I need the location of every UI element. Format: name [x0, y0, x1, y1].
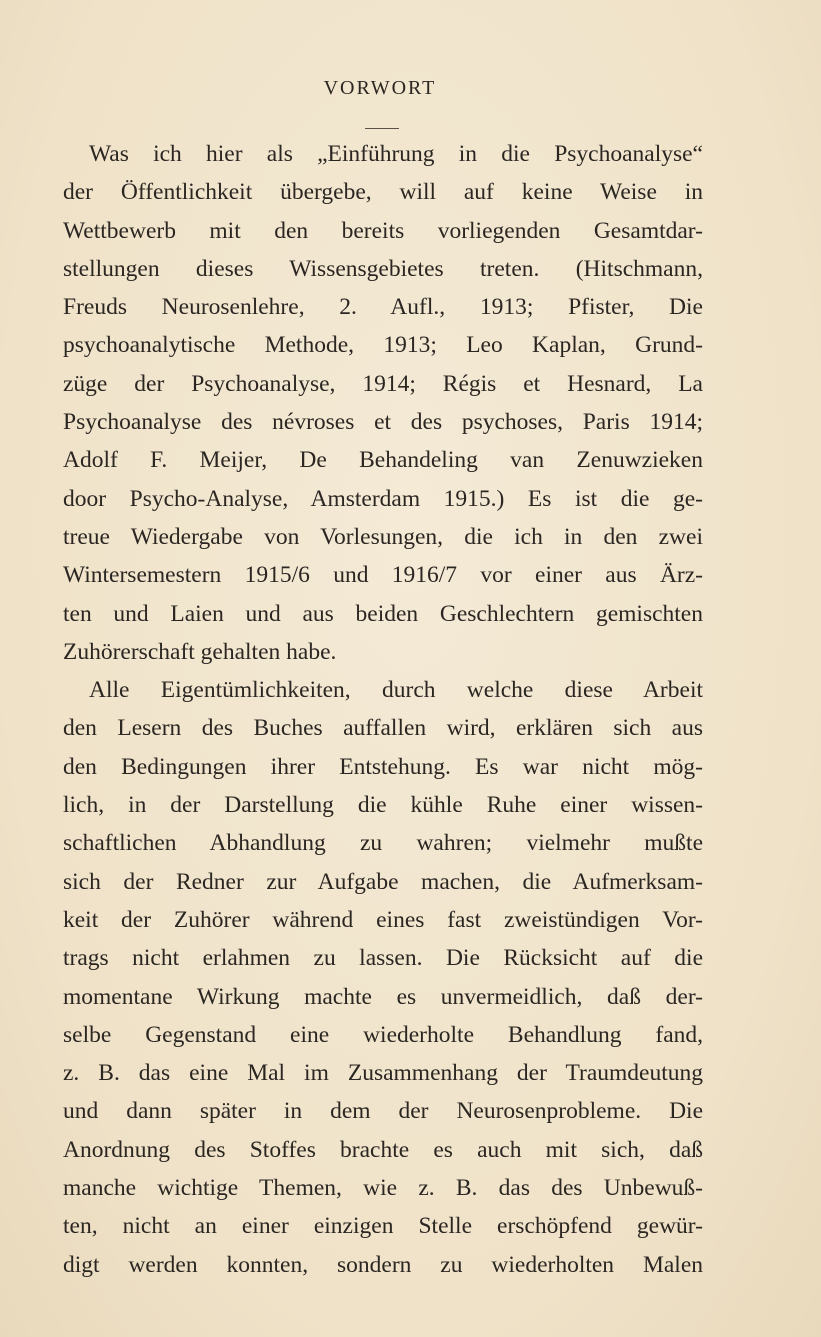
text-line: door Psycho-Analyse, Amsterdam 1915.) Es ist die ge-	[63, 485, 703, 512]
text-line: den Bedingungen ihrer Entstehung. Es war nicht mög-	[63, 753, 703, 780]
text-line: manche wichtige Themen, wie z. B. das des Unbewuß-	[63, 1175, 703, 1202]
text-line: der Öffentlichkeit übergebe, will auf keine Weise in	[63, 179, 703, 206]
text-line: momentane Wirkung machte es unvermeidlich, daß der-	[63, 983, 703, 1010]
text-line: schaftlichen Abhandlung zu wahren; vielmehr mußte	[63, 830, 703, 857]
text-line: trags nicht erlahmen zu lassen. Die Rücksicht auf die	[63, 945, 703, 972]
text-line: keit der Zuhörer während eines fast zweistündigen Vor-	[63, 906, 703, 933]
text-line: ten, nicht an einer einzigen Stelle erschöpfend gewür-	[63, 1213, 703, 1240]
text-line: psychoanalytische Methode, 1913; Leo Kaplan, Grund-	[63, 332, 703, 359]
page-heading: VORWORT	[323, 77, 437, 99]
text-line: Anordnung des Stoffes brachte es auch mit sich, daß	[63, 1136, 703, 1163]
text-line: lich, in der Darstellung die kühle Ruhe einer wissen-	[63, 792, 703, 819]
heading-rule	[365, 128, 399, 129]
text-line: Was ich hier als „Einführung in die Psychoanalyse“	[89, 141, 703, 167]
text-line: züge der Psychoanalyse, 1914; Régis et Hesnard, La	[63, 370, 703, 397]
text-line: sich der Redner zur Aufgabe machen, die Aufmerksam-	[63, 868, 703, 895]
text-line: Adolf F. Meijer, De Behandeling van Zenuwzieken	[63, 447, 703, 474]
text-line: Zuhörerschaft gehalten habe.	[63, 638, 337, 665]
text-line: treue Wiedergabe von Vorlesungen, die ich in den zwei	[63, 523, 703, 550]
text-line: ten und Laien und aus beiden Geschlechtern gemischten	[63, 600, 703, 627]
text-line: stellungen dieses Wissensgebietes treten. (Hitschmann,	[63, 255, 703, 282]
body-text	[63, 135, 703, 1284]
text-line: Wettbewerb mit den bereits vorliegenden Gesamtdar-	[63, 217, 703, 244]
text-line: digt werden konnten, sondern zu wiederholten Malen	[63, 1251, 703, 1278]
text-line: Freuds Neurosenlehre, 2. Aufl., 1913; Pfister, Die	[63, 294, 703, 321]
text-line: Psychoanalyse des névroses et des psychoses, Paris 1914;	[63, 409, 703, 436]
text-line: den Lesern des Buches auffallen wird, erklären sich aus	[63, 715, 703, 742]
text-line: z. B. das eine Mal im Zusammenhang der Traumdeutung	[63, 1060, 703, 1087]
text-line: und dann später in dem der Neurosenprobleme. Die	[63, 1098, 703, 1125]
text-line: Wintersemestern 1915/6 und 1916/7 vor einer aus Ärz-	[63, 562, 703, 589]
text-line: selbe Gegenstand eine wiederholte Behandlung fand,	[63, 1021, 703, 1048]
text-line: Alle Eigentümlichkeiten, durch welche diese Arbeit	[89, 677, 703, 704]
